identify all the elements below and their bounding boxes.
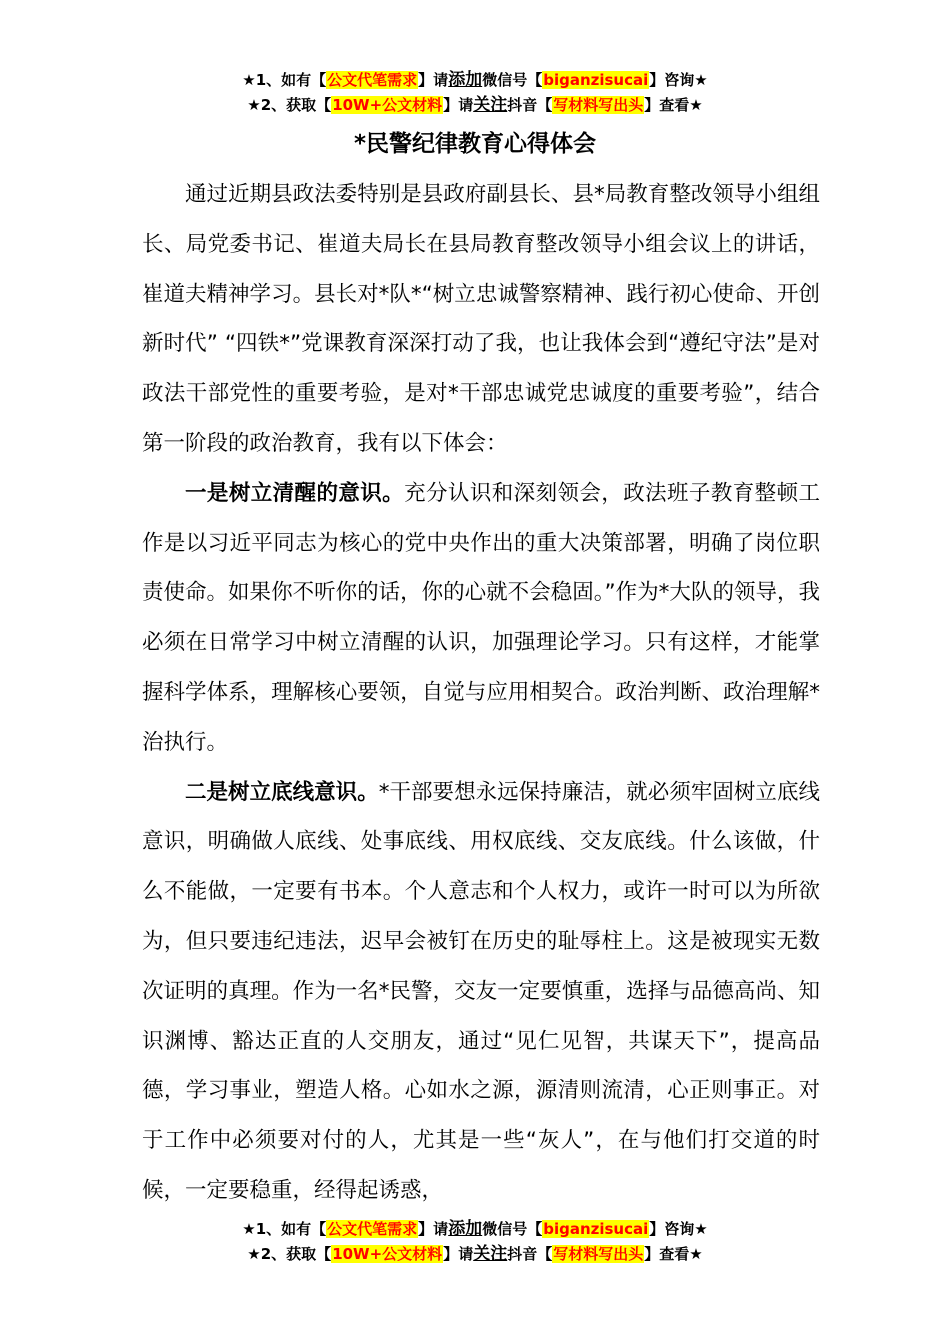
paragraph-text: 通过近期县政法委特别是县政府副县长、县*局教育整改领导小组组长、局党委书记、崔道夫局长在县局教育整改领导小组会议上的讲话，崔道夫精神学习。县长对*队*“树立忠诚警察精神、践行初心使命、开创新时代” “四铁*”党课教育深深打动了我，也让我体会到“遵纪守法”是对政法干部党性的重要考验，是对*干部忠诚党忠诚度的重要考验”，结合第一阶段的政治教育，我有以下体会： <box>142 182 820 456</box>
banner-emphasis: 关注 <box>473 95 508 115</box>
footer-banner <box>0 1217 950 1267</box>
banner-text: ★2、获取【 <box>247 96 332 114</box>
banner-text: 抖音【 <box>507 96 553 114</box>
header-banner <box>0 68 950 118</box>
banner-highlight: 10W+公文材料 <box>332 96 443 114</box>
banner-highlight: biganzisucai <box>543 1220 649 1238</box>
banner-text: 】请 <box>443 1245 474 1263</box>
banner-emphasis: 添加 <box>448 70 483 90</box>
banner-highlight: 10W+公文材料 <box>332 1245 443 1263</box>
banner-highlight: 写材料写出头 <box>553 96 644 114</box>
document-body <box>142 170 820 1216</box>
banner-highlight: 公文代笔需求 <box>327 1220 418 1238</box>
banner-text: 】查看★ <box>644 1245 703 1263</box>
banner-text: 微信号【 <box>482 1220 543 1238</box>
banner-highlight: 公文代笔需求 <box>327 71 418 89</box>
document-title: *民警纪律教育心得体会 <box>353 131 597 157</box>
paragraph-text: *干部要想永远保持廉洁，就必须牢固树立底线意识，明确做人底线、处事底线、用权底线、交友底线。什么该做，什么不能做，一定要有书本。个人意志和个人权力，或许一时可以为所欲为，但只要违纪违法，迟早会被钉在历史的耻辱柱上。这是被现实无数次证明的真理。作为一名*民警，交友一定要慎重，选择与品德高尚、知识渊博、豁达正直的人交朋友，通过“见仁见智，共谋天下”，提高品德，学习事业，塑造人格。心如水之源，源清则流清，心正则事正。对于工作中必须要对付的人，尤其是一些“灰人”，在与他们打交道的时候，一定要稳重，经得起诱惑， <box>142 779 820 1203</box>
banner-text: 】咨询★ <box>649 71 708 89</box>
banner-text: 】咨询★ <box>649 1220 708 1238</box>
paragraph <box>142 170 820 469</box>
banner-text: 】请 <box>418 1220 449 1238</box>
banner-emphasis: 添加 <box>448 1219 483 1239</box>
paragraph <box>142 469 820 768</box>
banner-line-1 <box>0 68 950 93</box>
banner-text: ★2、获取【 <box>247 1245 332 1263</box>
paragraph <box>142 768 820 1216</box>
banner-line-1 <box>0 1217 950 1242</box>
banner-text: 】请 <box>443 96 474 114</box>
banner-line-2 <box>0 1242 950 1267</box>
paragraph-lead: 一是树立清醒的意识。 <box>185 480 405 506</box>
banner-text: ★1、如有【 <box>242 71 327 89</box>
banner-text: 】请 <box>418 71 449 89</box>
banner-text: 】查看★ <box>644 96 703 114</box>
banner-emphasis: 关注 <box>473 1244 508 1264</box>
banner-line-2 <box>0 93 950 118</box>
banner-text: ★1、如有【 <box>242 1220 327 1238</box>
banner-text: 抖音【 <box>507 1245 553 1263</box>
banner-text: 微信号【 <box>482 71 543 89</box>
paragraph-text: 充分认识和深刻领会，政法班子教育整顿工作是以习近平同志为核心的党中央作出的重大决策部署，明确了岗位职责使命。如果你不听你的话，你的心就不会稳固。”作为*大队的领导，我必须在日常学习中树立清醒的认识，加强理论学习。只有这样，才能掌握科学体系，理解核心要领，自觉与应用相契合。政治判断、政治理解*治执行。 <box>142 480 820 755</box>
paragraph-lead: 二是树立底线意识。 <box>185 779 379 805</box>
banner-highlight: biganzisucai <box>543 71 649 89</box>
banner-highlight: 写材料写出头 <box>553 1245 644 1263</box>
